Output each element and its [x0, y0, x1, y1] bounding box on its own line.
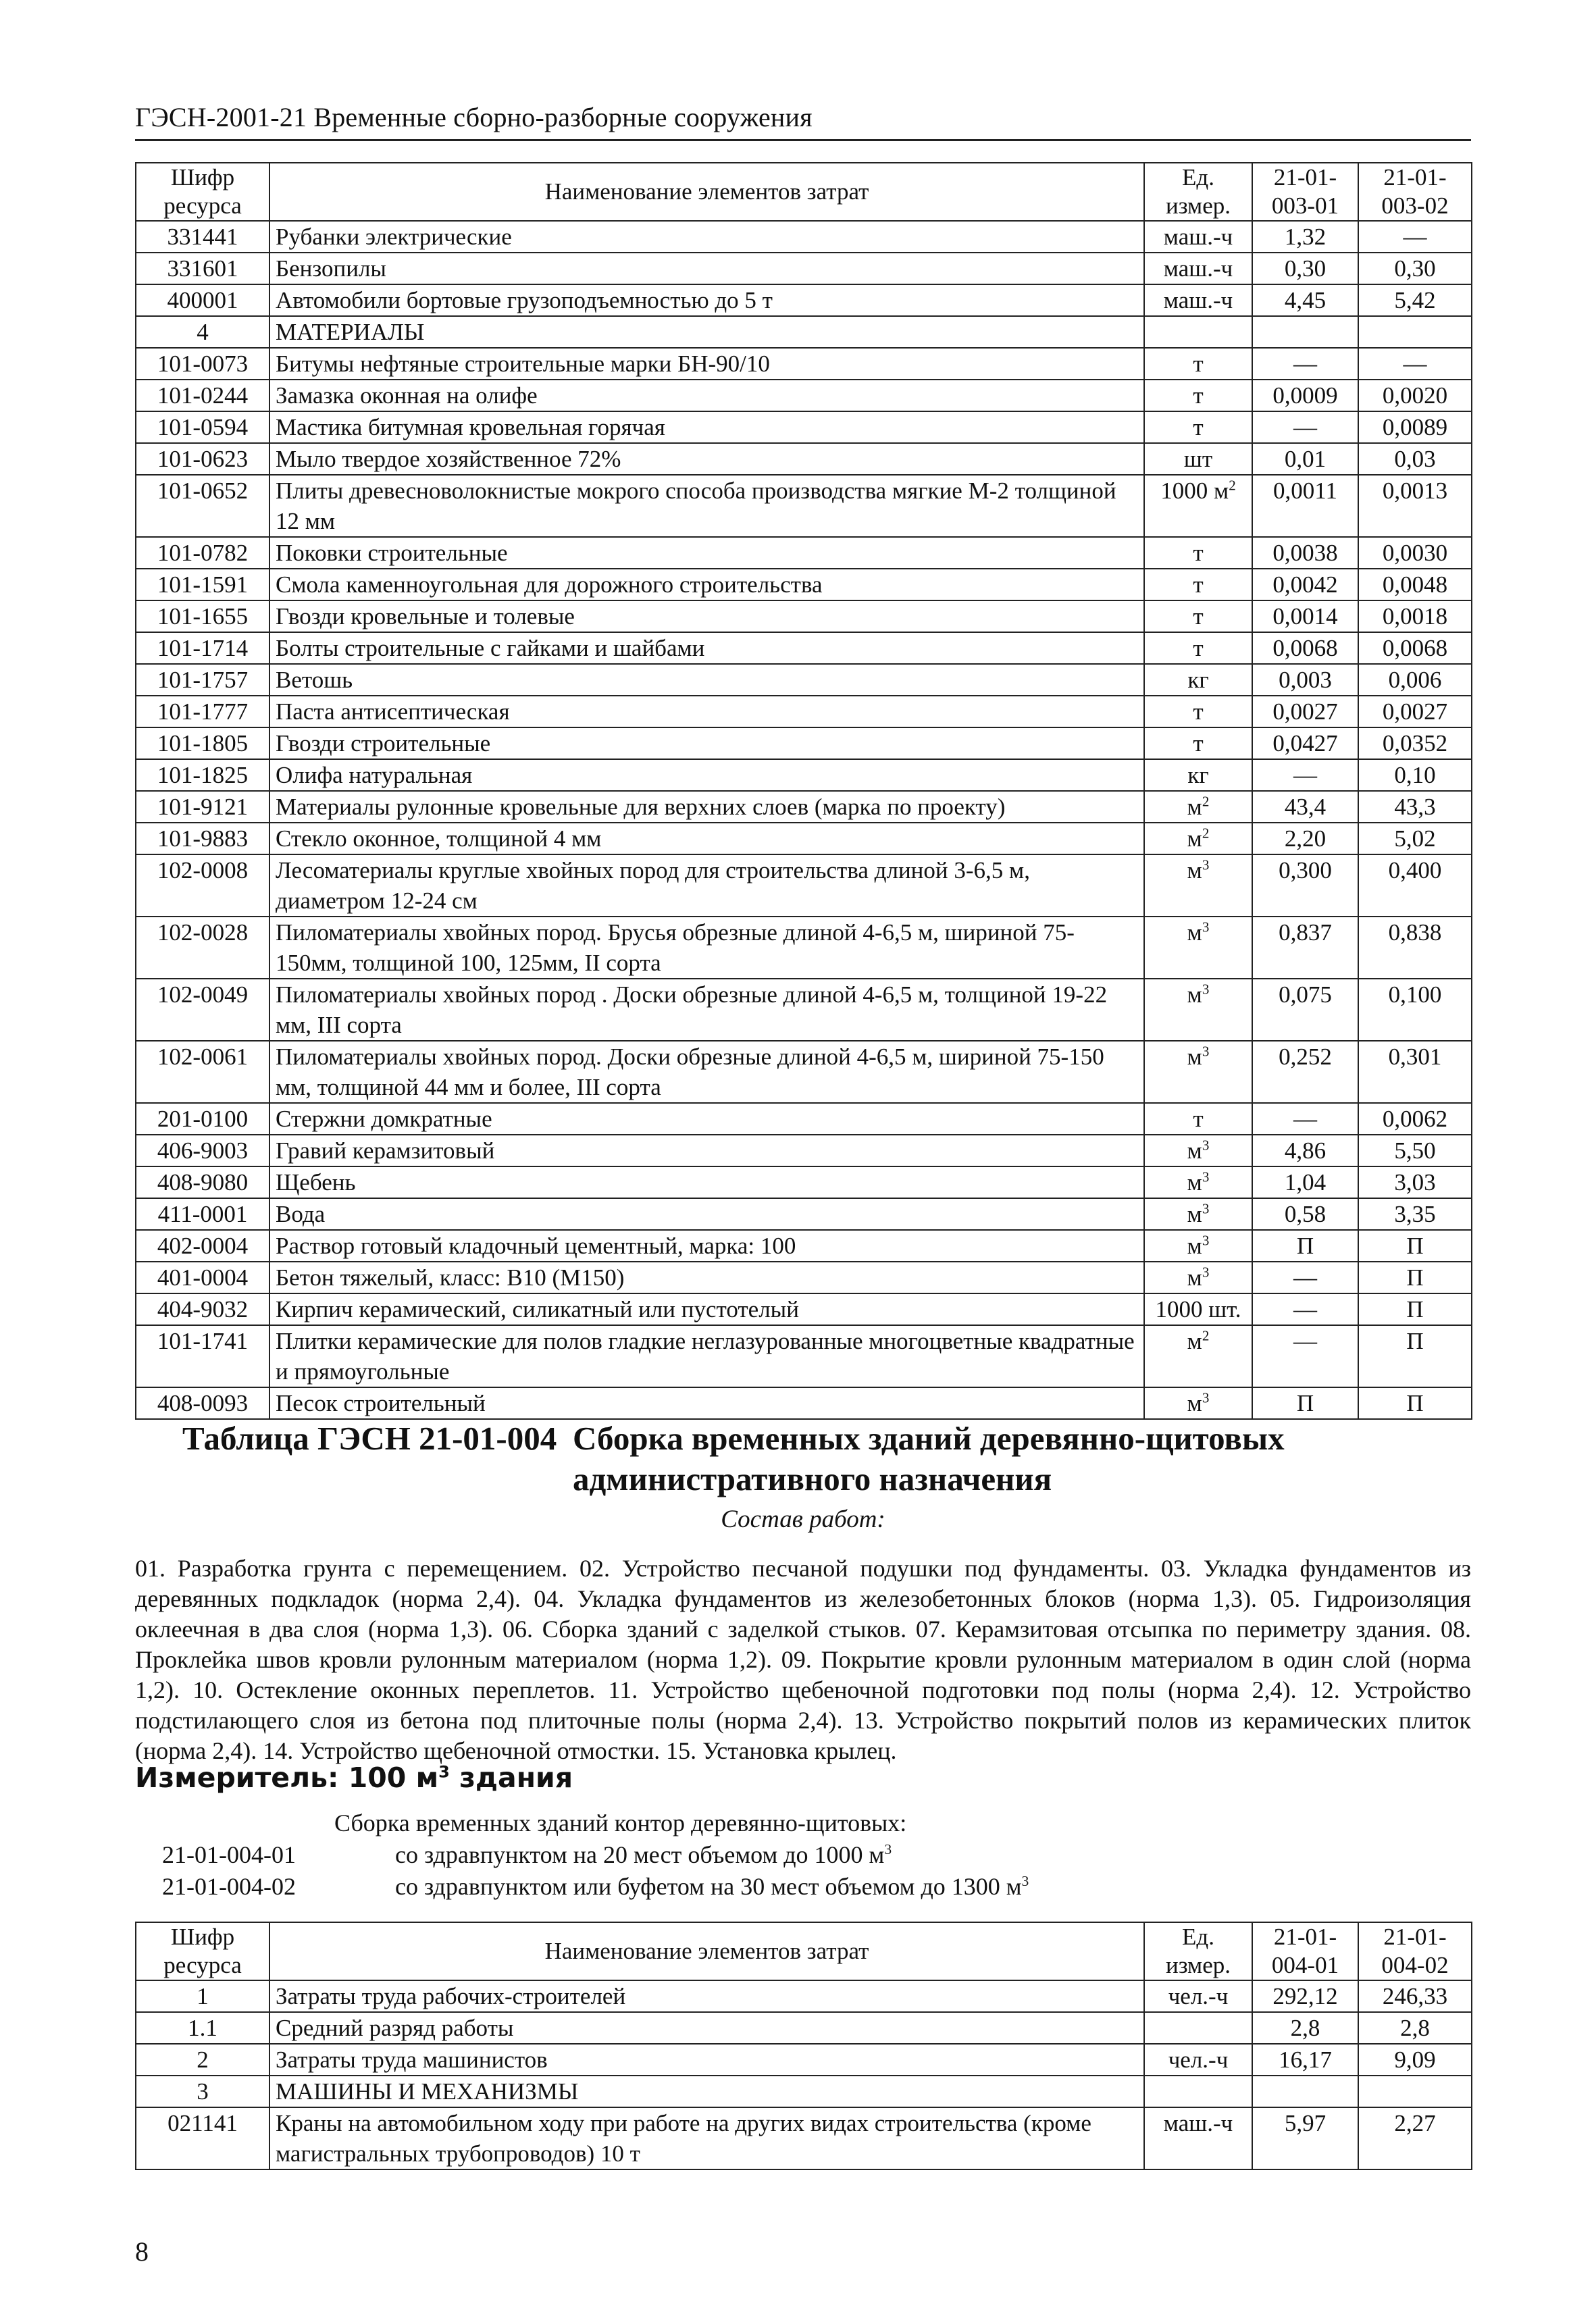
resource-unit: $м^2$	[1144, 791, 1252, 823]
resource-name: Замазка оконная на олифе	[269, 380, 1144, 411]
resource-name: Болты строительные с гайками и шайбами	[269, 632, 1144, 664]
value-variant-a	[1252, 2076, 1358, 2107]
unit-power: 3	[1202, 1264, 1210, 1281]
table-number: Таблица ГЭСН 21-01-004	[182, 1420, 557, 1457]
value-variant-b: 0,0020	[1358, 380, 1472, 411]
value-variant-b: П	[1358, 1230, 1472, 1262]
table-row	[136, 1387, 1472, 1419]
value-variant-a: 0,0011	[1252, 475, 1358, 537]
resource-unit: $м^3$	[1144, 1262, 1252, 1293]
resource-unit: т	[1144, 632, 1252, 664]
table-header-row	[136, 1922, 1472, 1980]
resource-name: Битумы нефтяные строительные марки БН-90/10	[269, 348, 1144, 380]
resource-table-003	[135, 162, 1472, 1420]
value-variant-b: 5,50	[1358, 1135, 1472, 1166]
value-variant-a: 0,0009	[1252, 380, 1358, 411]
resource-name: Краны на автомобильном ходу при работе на других видах строительства (кроме магистральных трубопроводов) 10 т	[269, 2107, 1144, 2169]
value-variant-a: 4,45	[1252, 284, 1358, 316]
composition-heading: Состав работ:	[721, 1506, 885, 1533]
resource-unit: чел.-ч	[1144, 2044, 1252, 2076]
table-row	[136, 221, 1472, 253]
resource-code: 331441	[136, 221, 269, 253]
value-variant-a: 0,0068	[1252, 632, 1358, 664]
resource-code: 404-9032	[136, 1293, 269, 1325]
resource-name: Бетон тяжелый, класс: В10 (М150)	[269, 1262, 1144, 1293]
table-row	[136, 380, 1472, 411]
value-variant-a: 0,252	[1252, 1041, 1358, 1103]
unit-power: 3	[1202, 1137, 1210, 1154]
resource-code: 101-1805	[136, 727, 269, 759]
value-variant-b	[1358, 2076, 1472, 2107]
table-row	[136, 1103, 1472, 1135]
resource-unit: т	[1144, 1103, 1252, 1135]
variant-item	[162, 1871, 1029, 1903]
resource-code: 101-9121	[136, 791, 269, 823]
resource-name: Песок строительный	[269, 1387, 1144, 1419]
resource-unit: $м^3$	[1144, 917, 1252, 979]
resource-code: 406-9003	[136, 1135, 269, 1166]
col-header-code: Шифр ресурса	[136, 163, 269, 221]
resource-code: 102-0028	[136, 917, 269, 979]
resource-unit: $м^3$	[1144, 1230, 1252, 1262]
unit-power: 2	[1202, 825, 1210, 842]
table-row	[136, 600, 1472, 632]
value-variant-a: 0,0014	[1252, 600, 1358, 632]
resource-code: 401-0004	[136, 1262, 269, 1293]
resource-name: Плитки керамические для полов гладкие неглазурованные многоцветные квадратные и прямоугольные	[269, 1325, 1144, 1387]
resource-code: 400001	[136, 284, 269, 316]
resource-name: Гравий керамзитовый	[269, 1135, 1144, 1166]
composition-text: 01. Разработка грунта с перемещением. 02. Устройство песчаной подушки под фундаменты. 03. Укладка фундаментов из деревянных подкладок (норма 2,4). 04. Укладка фундаментов из железобетонных блоков (норма 1,3). 05. Гидроизоляция оклеечная в два слоя (норма 1,3). 06. Сборка зданий с заделкой стыков. 07. Керамзитовая отсыпка по периметру здания. 08. Проклейка швов кровли рулонным материалом (норма 1,2). 09. Покрытие кровли рулонным материалом в один слой (норма 1,2). 10. Остекление оконных переплетов. 11. Устройство щебеночной подготовки под полы (норма 2,4). 12. Устройство подстилающего слоя из бетона под плиточные полы (норма 2,4). 13. Устройство покрытий полов из керамических плиток (норма 2,4). 14. Устройство щебеночной отмостки. 15. Установка крылец.	[135, 1555, 1471, 1764]
table-row	[136, 823, 1472, 854]
resource-unit: $м^3$	[1144, 1387, 1252, 1419]
table-row	[136, 917, 1472, 979]
value-variant-a: —	[1252, 1103, 1358, 1135]
table-row	[136, 2012, 1472, 2044]
resource-name: Стержни домкратные	[269, 1103, 1144, 1135]
value-variant-a	[1252, 316, 1358, 348]
resource-unit: маш.-ч	[1144, 284, 1252, 316]
resource-name: Стекло оконное, толщиной 4 мм	[269, 823, 1144, 854]
unit-power: 3	[1202, 1043, 1210, 1060]
value-variant-b: 0,0030	[1358, 537, 1472, 569]
value-variant-a: П	[1252, 1387, 1358, 1419]
resource-name: Вода	[269, 1198, 1144, 1230]
variant-item	[162, 1839, 1029, 1871]
col-header-name: Наименование элементов затрат	[269, 1922, 1144, 1980]
col-header-code: Шифр ресурса	[136, 1922, 269, 1980]
value-variant-a: 1,32	[1252, 221, 1358, 253]
value-variant-a: 16,17	[1252, 2044, 1358, 2076]
resource-code: 101-1591	[136, 569, 269, 600]
resource-code: 102-0049	[136, 979, 269, 1041]
table-row	[136, 1325, 1472, 1387]
value-variant-b: 2,27	[1358, 2107, 1472, 2169]
value-variant-b: 5,42	[1358, 284, 1472, 316]
resource-code: 402-0004	[136, 1230, 269, 1262]
resource-code: 101-1825	[136, 759, 269, 791]
meter-suffix: здания	[459, 1762, 573, 1794]
header-rule	[135, 139, 1471, 141]
value-variant-b: П	[1358, 1325, 1472, 1387]
value-variant-b: —	[1358, 221, 1472, 253]
resource-name: МАШИНЫ И МЕХАНИЗМЫ	[269, 2076, 1144, 2107]
variant-unit-power: 3	[1021, 1873, 1029, 1889]
value-variant-b: 5,02	[1358, 823, 1472, 854]
value-variant-b: 9,09	[1358, 2044, 1472, 2076]
resource-name: Олифа натуральная	[269, 759, 1144, 791]
col-header-name: Наименование элементов затрат	[269, 163, 1144, 221]
table-row	[136, 284, 1472, 316]
col-header-variant-a: 21-01-004-01	[1252, 1922, 1358, 1980]
value-variant-a: 0,0042	[1252, 569, 1358, 600]
table-row	[136, 979, 1472, 1041]
resource-unit: кг	[1144, 664, 1252, 696]
table-row	[136, 791, 1472, 823]
value-variant-a: 0,003	[1252, 664, 1358, 696]
resource-code: 101-0073	[136, 348, 269, 380]
resource-code: 101-1655	[136, 600, 269, 632]
resource-unit: $м^2$	[1144, 1325, 1252, 1387]
resource-code: 4	[136, 316, 269, 348]
value-variant-b: 3,35	[1358, 1198, 1472, 1230]
resource-code: 408-0093	[136, 1387, 269, 1419]
value-variant-b: 0,30	[1358, 253, 1472, 284]
resource-code: 331601	[136, 253, 269, 284]
resource-unit: $м^3$	[1144, 979, 1252, 1041]
resource-unit: $м^2$	[1144, 823, 1252, 854]
variant-unit-power: 3	[884, 1841, 892, 1857]
table-row	[136, 1198, 1472, 1230]
value-variant-b: 3,03	[1358, 1166, 1472, 1198]
table-row	[136, 759, 1472, 791]
value-variant-b: 0,0062	[1358, 1103, 1472, 1135]
table-row	[136, 696, 1472, 727]
value-variant-b	[1358, 316, 1472, 348]
resource-name: Бензопилы	[269, 253, 1144, 284]
value-variant-b: 0,0013	[1358, 475, 1472, 537]
value-variant-a: —	[1252, 759, 1358, 791]
section-row	[136, 316, 1472, 348]
resource-unit: 1000 $м^2$	[1144, 475, 1252, 537]
resource-unit: т	[1144, 600, 1252, 632]
value-variant-b: П	[1358, 1387, 1472, 1419]
table-row	[136, 1135, 1472, 1166]
resource-unit: маш.-ч	[1144, 221, 1252, 253]
table-row	[136, 1262, 1472, 1293]
resource-unit: кг	[1144, 759, 1252, 791]
page-number: 8	[135, 2236, 149, 2267]
value-variant-b: 0,0027	[1358, 696, 1472, 727]
resource-unit: т	[1144, 380, 1252, 411]
table-row	[136, 2044, 1472, 2076]
resource-unit: т	[1144, 348, 1252, 380]
table-name: Сборка временных зданий деревянно-щитовых административного назначения	[573, 1420, 1285, 1497]
resource-code: 3	[136, 2076, 269, 2107]
table-row	[136, 1980, 1472, 2012]
resource-code: 101-0623	[136, 443, 269, 475]
value-variant-b: 0,838	[1358, 917, 1472, 979]
resource-unit	[1144, 2076, 1252, 2107]
table-header-row	[136, 163, 1472, 221]
resource-code: 021141	[136, 2107, 269, 2169]
resource-code: 101-1714	[136, 632, 269, 664]
resource-name: Мыло твердое хозяйственное 72%	[269, 443, 1144, 475]
value-variant-a: 0,0427	[1252, 727, 1358, 759]
value-variant-b: 0,006	[1358, 664, 1472, 696]
value-variant-b: 43,3	[1358, 791, 1472, 823]
value-variant-a: —	[1252, 1293, 1358, 1325]
col-header-variant-a: 21-01-003-01	[1252, 163, 1358, 221]
resource-unit: $м^3$	[1144, 1166, 1252, 1198]
col-header-unit: Ед. измер.	[1144, 163, 1252, 221]
value-variant-a: 43,4	[1252, 791, 1358, 823]
resource-name: Раствор готовый кладочный цементный, марка: 100	[269, 1230, 1144, 1262]
resource-code: 411-0001	[136, 1198, 269, 1230]
value-variant-a: —	[1252, 348, 1358, 380]
resource-code: 101-1757	[136, 664, 269, 696]
table-row	[136, 1293, 1472, 1325]
running-title: ГЭСН-2001-21 Временные сборно-разборные сооружения	[135, 102, 813, 132]
meter-line	[135, 1762, 573, 1794]
resource-name: Паста антисептическая	[269, 696, 1144, 727]
resource-table-004	[135, 1922, 1472, 2170]
unit-power: 2	[1202, 1327, 1210, 1344]
variant-text: со здравпунктом или буфетом на 30 мест объемом до 1300 м	[395, 1873, 1022, 1900]
resource-name: Средний разряд работы	[269, 2012, 1144, 2044]
unit-power: 3	[1202, 981, 1210, 998]
unit-power: 2	[1229, 477, 1236, 494]
resource-unit: маш.-ч	[1144, 253, 1252, 284]
meter-label: Измеритель: 100 м	[135, 1762, 439, 1794]
resource-name: Пиломатериалы хвойных пород. Доски обрезные длиной 4-6,5 м, шириной 75-150 мм, толщиной 44 мм и более, III сорта	[269, 1041, 1144, 1103]
resource-unit	[1144, 316, 1252, 348]
resource-name: Гвозди строительные	[269, 727, 1144, 759]
value-variant-a: 0,0038	[1252, 537, 1358, 569]
value-variant-b: 246,33	[1358, 1980, 1472, 2012]
table-row	[136, 348, 1472, 380]
resource-unit: 1000 шт.	[1144, 1293, 1252, 1325]
resource-code: 101-9883	[136, 823, 269, 854]
value-variant-a: П	[1252, 1230, 1358, 1262]
value-variant-b: П	[1358, 1262, 1472, 1293]
unit-power: 3	[1202, 1168, 1210, 1185]
value-variant-b: 0,100	[1358, 979, 1472, 1041]
resource-unit: чел.-ч	[1144, 1980, 1252, 2012]
value-variant-a: 2,20	[1252, 823, 1358, 854]
table-row	[136, 1230, 1472, 1262]
value-variant-b: 0,0048	[1358, 569, 1472, 600]
value-variant-a: 1,04	[1252, 1166, 1358, 1198]
unit-power: 3	[1202, 1389, 1210, 1406]
value-variant-a: 4,86	[1252, 1135, 1358, 1166]
table-row	[136, 1166, 1472, 1198]
resource-name: Гвозди кровельные и толевые	[269, 600, 1144, 632]
table-row	[136, 664, 1472, 696]
variants-block	[162, 1807, 1029, 1903]
value-variant-a: 5,97	[1252, 2107, 1358, 2169]
value-variant-a: 0,01	[1252, 443, 1358, 475]
col-header-variant-b: 21-01-004-02	[1358, 1922, 1472, 1980]
value-variant-a: 0,075	[1252, 979, 1358, 1041]
table-row	[136, 1041, 1472, 1103]
resource-code: 101-0594	[136, 411, 269, 443]
value-variant-b: П	[1358, 1293, 1472, 1325]
resource-unit: $м^3$	[1144, 854, 1252, 917]
resource-name: Плиты древесноволокнистые мокрого способа производства мягкие М-2 толщиной 12 мм	[269, 475, 1144, 537]
unit-power: 2	[1202, 793, 1210, 810]
value-variant-a: 0,0027	[1252, 696, 1358, 727]
table-row	[136, 632, 1472, 664]
resource-unit: т	[1144, 537, 1252, 569]
resource-name: Затраты труда машинистов	[269, 2044, 1144, 2076]
table-row	[136, 537, 1472, 569]
resource-code: 1.1	[136, 2012, 269, 2044]
value-variant-b: 0,0352	[1358, 727, 1472, 759]
table-row	[136, 443, 1472, 475]
resource-unit: т	[1144, 727, 1252, 759]
value-variant-b: —	[1358, 348, 1472, 380]
table-row	[136, 411, 1472, 443]
resource-unit: маш.-ч	[1144, 2107, 1252, 2169]
resource-code: 101-1741	[136, 1325, 269, 1387]
resource-name: Ветошь	[269, 664, 1144, 696]
resource-name: Пиломатериалы хвойных пород. Брусья обрезные длиной 4-6,5 м, шириной 75-150мм, толщиной 100, 125мм, II сорта	[269, 917, 1144, 979]
value-variant-a: 292,12	[1252, 1980, 1358, 2012]
table-row	[136, 569, 1472, 600]
unit-power: 3	[1202, 1200, 1210, 1217]
resource-unit: $м^3$	[1144, 1041, 1252, 1103]
resource-name: Затраты труда рабочих-строителей	[269, 1980, 1144, 2012]
col-header-variant-b: 21-01-003-02	[1358, 163, 1472, 221]
resource-code: 102-0008	[136, 854, 269, 917]
resource-code: 101-0782	[136, 537, 269, 569]
meter-unit-power: 3	[438, 1762, 450, 1782]
resource-unit: $м^3$	[1144, 1198, 1252, 1230]
resource-name: Щебень	[269, 1166, 1144, 1198]
resource-unit: т	[1144, 569, 1252, 600]
resource-name: Лесоматериалы круглые хвойных пород для строительства длиной 3-6,5 м, диаметром 12-24 см	[269, 854, 1144, 917]
table-row	[136, 475, 1472, 537]
resource-code: 2	[136, 2044, 269, 2076]
variant-text: со здравпунктом на 20 мест объемом до 1000 м	[395, 1841, 885, 1868]
resource-code: 101-0244	[136, 380, 269, 411]
value-variant-a: —	[1252, 411, 1358, 443]
value-variant-b: 0,400	[1358, 854, 1472, 917]
unit-power: 3	[1202, 919, 1210, 935]
unit-power: 3	[1202, 1232, 1210, 1249]
table-body	[136, 221, 1472, 1419]
value-variant-a: 0,837	[1252, 917, 1358, 979]
value-variant-a: 2,8	[1252, 2012, 1358, 2044]
value-variant-b: 2,8	[1358, 2012, 1472, 2044]
resource-name: Автомобили бортовые грузоподъемностью до 5 т	[269, 284, 1144, 316]
value-variant-b: 0,301	[1358, 1041, 1472, 1103]
resource-unit: $м^3$	[1144, 1135, 1252, 1166]
value-variant-b: 0,10	[1358, 759, 1472, 791]
value-variant-a: 0,58	[1252, 1198, 1358, 1230]
resource-unit: т	[1144, 411, 1252, 443]
variant-code: 21-01-004-01	[162, 1841, 296, 1868]
resource-code: 408-9080	[136, 1166, 269, 1198]
section-row	[136, 2076, 1472, 2107]
unit-power: 3	[1202, 856, 1210, 873]
table-row	[136, 253, 1472, 284]
value-variant-b: 0,0089	[1358, 411, 1472, 443]
resource-name: Кирпич керамический, силикатный или пустотелый	[269, 1293, 1144, 1325]
resource-name: Мастика битумная кровельная горячая	[269, 411, 1144, 443]
resource-unit	[1144, 2012, 1252, 2044]
table-body	[136, 1980, 1472, 2169]
value-variant-b: 0,0018	[1358, 600, 1472, 632]
value-variant-a: —	[1252, 1325, 1358, 1387]
value-variant-a: 0,30	[1252, 253, 1358, 284]
resource-code: 1	[136, 1980, 269, 2012]
resource-code: 101-1777	[136, 696, 269, 727]
table-row	[136, 727, 1472, 759]
variant-code: 21-01-004-02	[162, 1873, 296, 1900]
resource-name: Пиломатериалы хвойных пород . Доски обрезные длиной 4-6,5 м, толщиной 19-22 мм, III сорта	[269, 979, 1144, 1041]
resource-name: Материалы рулонные кровельные для верхних слоев (марка по проекту)	[269, 791, 1144, 823]
col-header-unit: Ед. измер.	[1144, 1922, 1252, 1980]
resource-name: Рубанки электрические	[269, 221, 1144, 253]
value-variant-b: 0,0068	[1358, 632, 1472, 664]
resource-unit: шт	[1144, 443, 1252, 475]
variants-title: Сборка временных зданий контор деревянно-щитовых:	[334, 1809, 907, 1836]
resource-unit: т	[1144, 696, 1252, 727]
resource-code: 201-0100	[136, 1103, 269, 1135]
value-variant-b: 0,03	[1358, 443, 1472, 475]
resource-name: Поковки строительные	[269, 537, 1144, 569]
resource-code: 102-0061	[136, 1041, 269, 1103]
table-row	[136, 854, 1472, 917]
resource-name: МАТЕРИАЛЫ	[269, 316, 1144, 348]
resource-name: Смола каменноугольная для дорожного строительства	[269, 569, 1144, 600]
value-variant-a: —	[1252, 1262, 1358, 1293]
resource-code: 101-0652	[136, 475, 269, 537]
value-variant-a: 0,300	[1252, 854, 1358, 917]
table-row	[136, 2107, 1472, 2169]
